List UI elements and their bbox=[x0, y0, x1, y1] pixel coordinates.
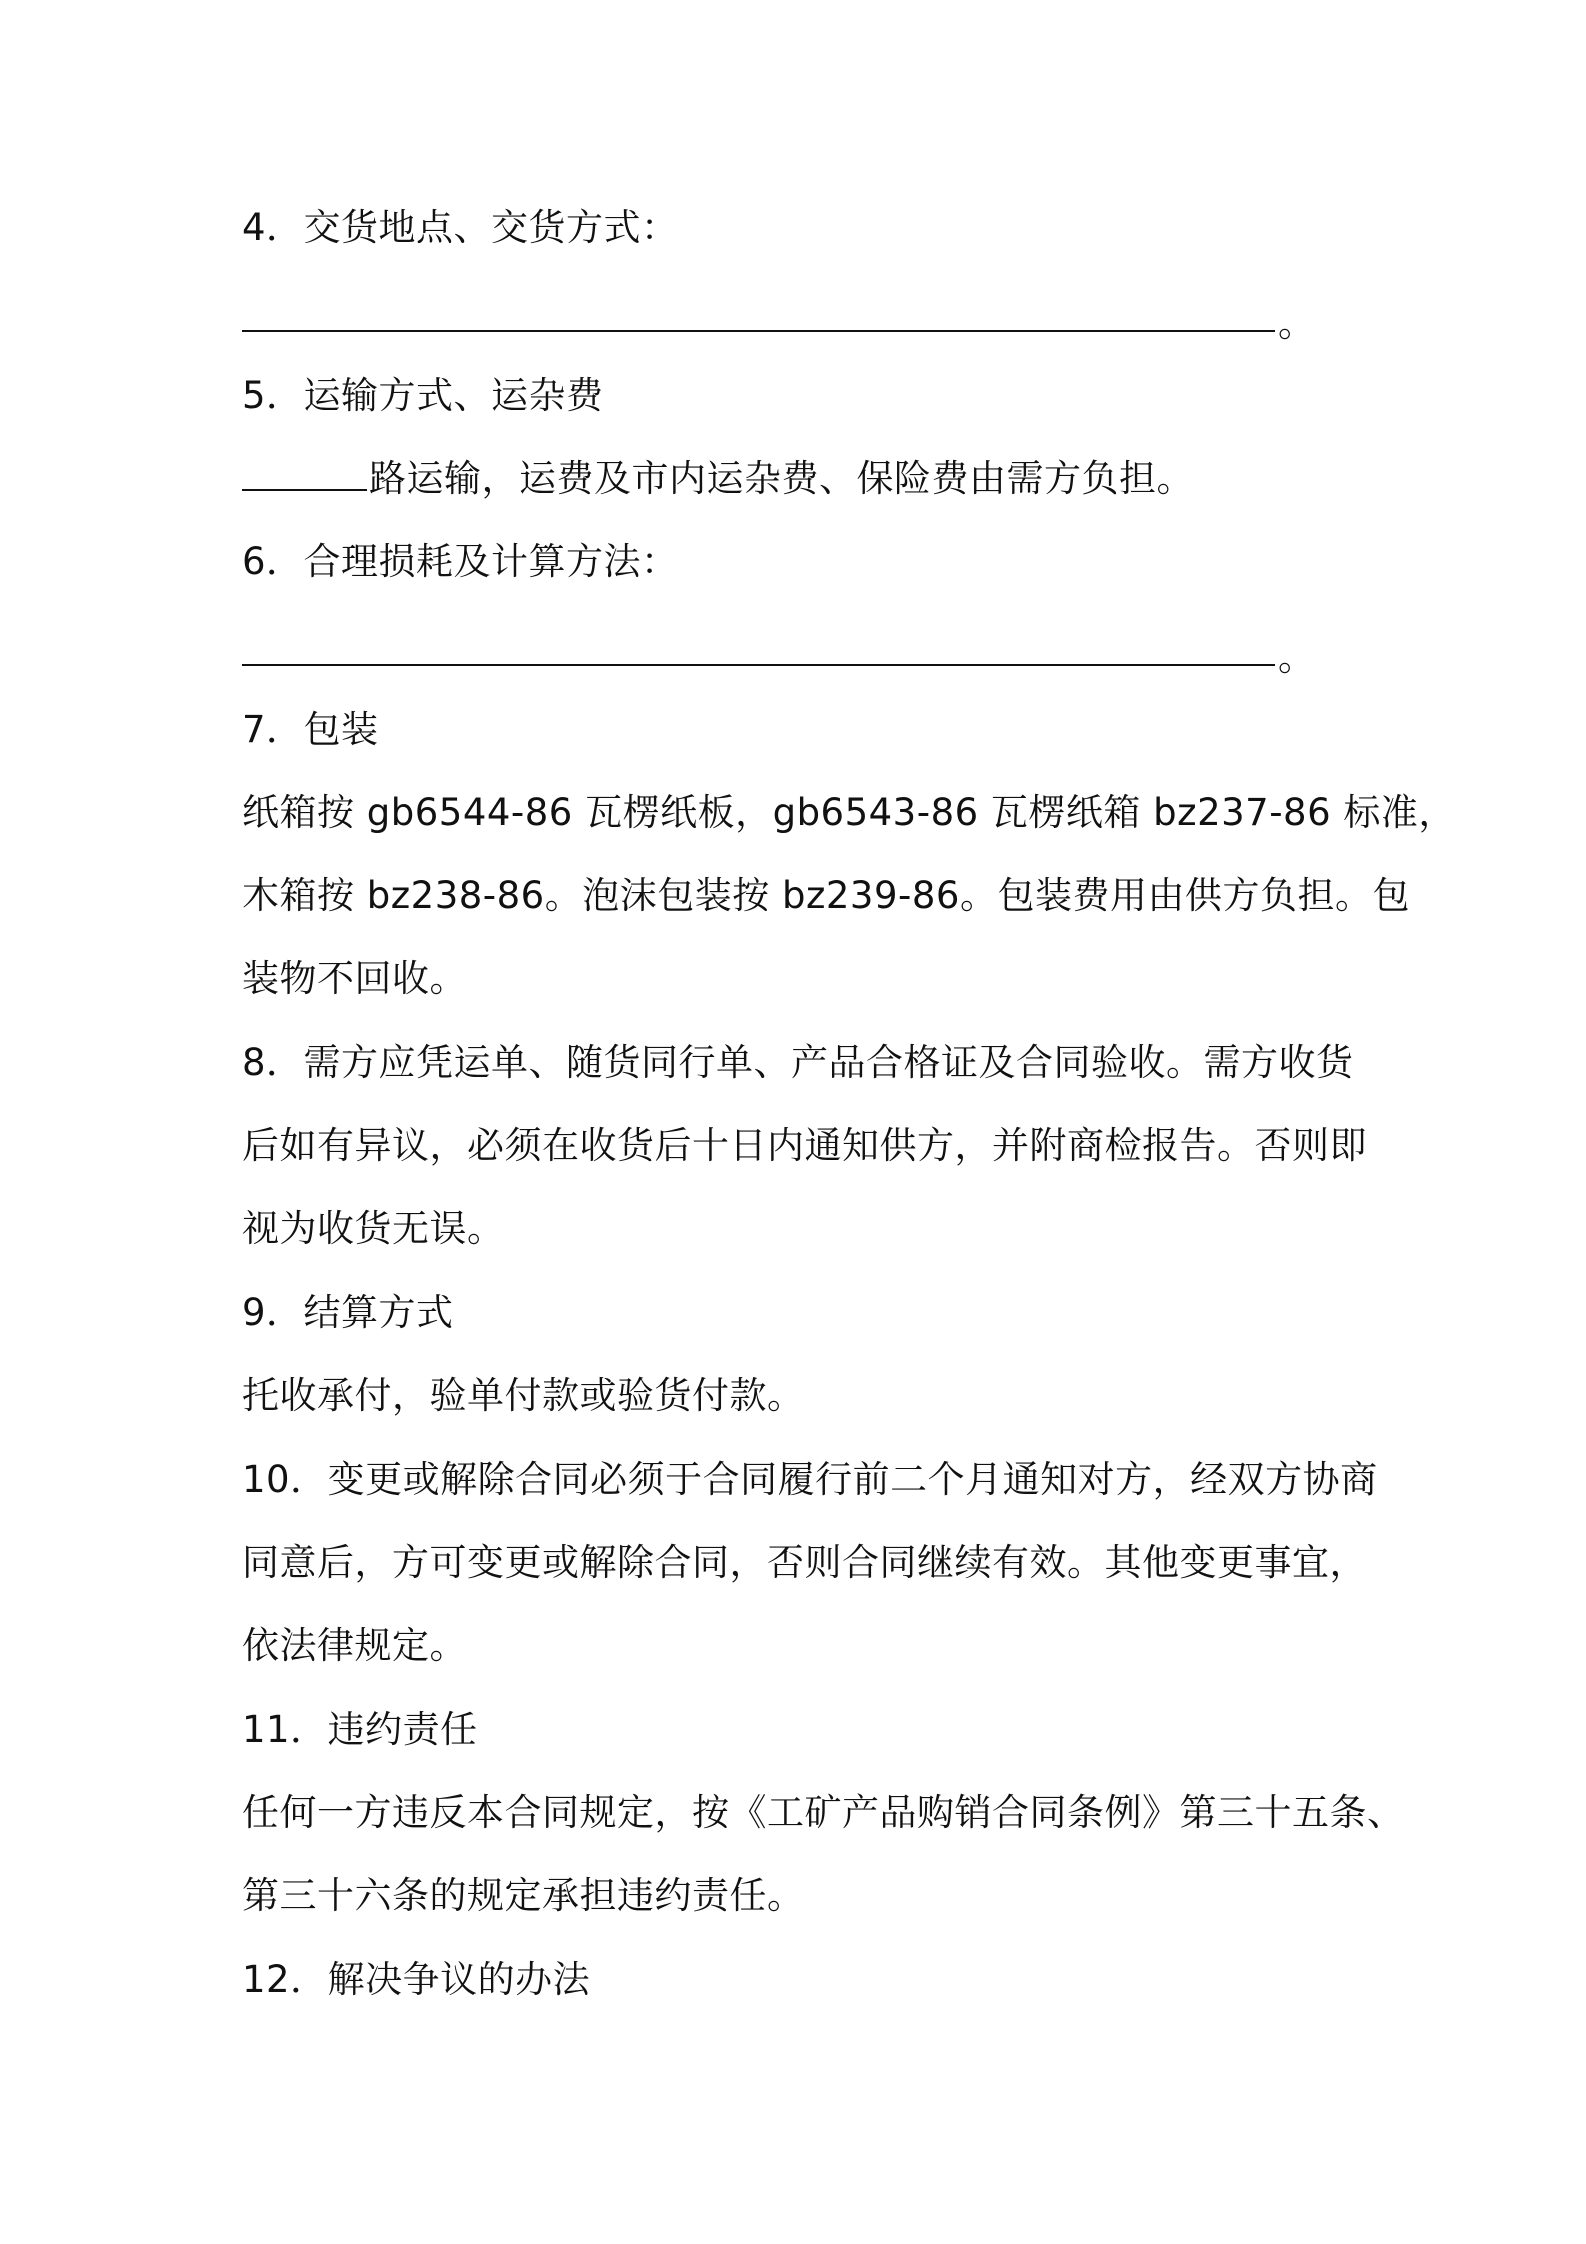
item11-line: 第三十六条的规定承担违约责任。 bbox=[242, 1874, 805, 1917]
item8-line: 视为收货无误。 bbox=[242, 1207, 505, 1250]
item9-body: 托收承付，验单付款或验货付款。 bbox=[242, 1374, 805, 1417]
item9-heading: 9．结算方式 bbox=[242, 1291, 454, 1334]
item10-line: 依法律规定。 bbox=[242, 1624, 467, 1667]
item7-line: 木箱按 bz238-86。泡沫包装按 bz239-86。包装费用由供方负担。包 bbox=[242, 874, 1410, 917]
item5-heading: 5．运输方式、运杂费 bbox=[242, 374, 604, 417]
transport-type-blank bbox=[242, 459, 367, 491]
item6-fill-blank bbox=[242, 634, 1362, 682]
item4-heading: 4．交货地点、交货方式： bbox=[242, 206, 679, 249]
item11-heading: 11．违约责任 bbox=[242, 1708, 478, 1751]
item7-heading: 7．包装 bbox=[242, 708, 379, 751]
item4-blank-end: 。 bbox=[1278, 302, 1315, 345]
item10-line: 同意后，方可变更或解除合同，否则合同继续有效。其他变更事宜， bbox=[242, 1541, 1367, 1584]
fill-in-underline bbox=[242, 664, 1275, 666]
item6-blank-end: 。 bbox=[1278, 636, 1315, 679]
item5-body-text: 路运输，运费及市内运杂费、保险费由需方负担。 bbox=[369, 457, 1194, 500]
item7-line: 纸箱按 gb6544-86 瓦楞纸板，gb6543-86 瓦楞纸箱 bz237-86 标准， bbox=[242, 791, 1456, 834]
item8-line: 8．需方应凭运单、随货同行单、产品合格证及合同验收。需方收货 bbox=[242, 1041, 1354, 1084]
item12-heading: 12．解决争议的办法 bbox=[242, 1958, 591, 2001]
item8-line: 后如有异议，必须在收货后十日内通知供方，并附商检报告。否则即 bbox=[242, 1124, 1367, 1167]
item7-line: 装物不回收。 bbox=[242, 957, 467, 1000]
item10-line: 10．变更或解除合同必须于合同履行前二个月通知对方，经双方协商 bbox=[242, 1458, 1378, 1501]
item11-line: 任何一方违反本合同规定，按《工矿产品购销合同条例》第三十五条、 bbox=[242, 1791, 1405, 1834]
item6-heading: 6．合理损耗及计算方法： bbox=[242, 540, 679, 583]
item5-body bbox=[242, 455, 1362, 503]
fill-in-underline bbox=[242, 330, 1275, 332]
item4-fill-blank bbox=[242, 300, 1362, 348]
